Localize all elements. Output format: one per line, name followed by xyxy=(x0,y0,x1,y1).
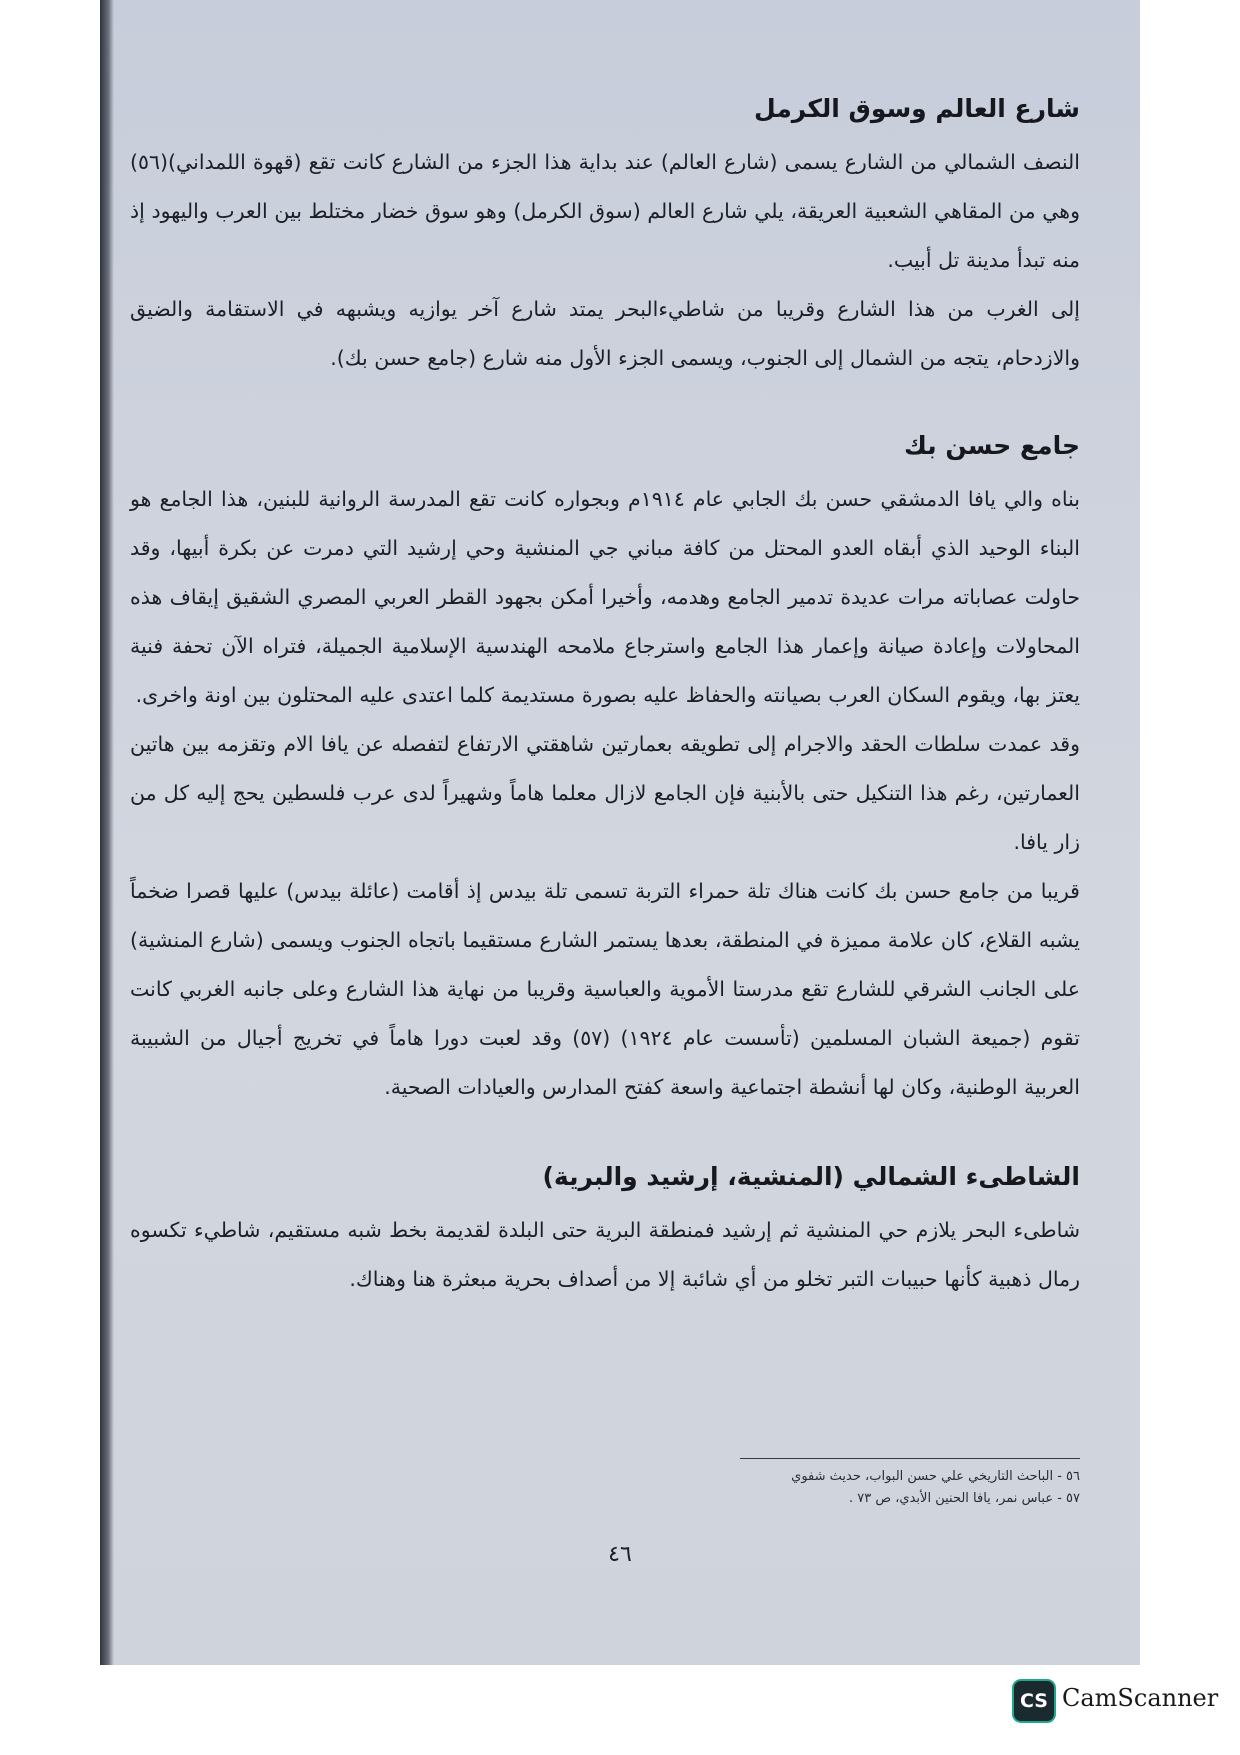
section-hassan-bek-mosque xyxy=(130,427,1080,1112)
page-number: ٤٦ xyxy=(608,1542,632,1567)
camscanner-watermark: CamScanner xyxy=(1062,1684,1219,1712)
paragraph: إلى الغرب من هذا الشارع وقريبا من شاطيءالبحر يمتد شارع آخر يوازيه ويشبهه في الاستقامة والضيق والازدحام، يتجه من الشمال إلى الجنوب، ويسمى الجزء الأول منه شارع (جامع حسن بك). xyxy=(130,297,1080,370)
paragraph: بناه والي يافا الدمشقي حسن بك الجابي عام ١٩١٤م وبجواره كانت تقع المدرسة الروانية للبنين، هذا الجامع هو البناء الوحيد الذي أبقاه العدو المحتل من كافة مباني جي المنشية وحي إرشيد التي دمرت عن بكرة أبيها، وقد حاولت عصاباته مرات عديدة تدمير الجامع وهدمه، وأخيرا أمكن بجهود القطر العربي المصري الشقيق إيقاف هذه المحاولات وإعادة صيانة وإعمار هذا الجامع واسترجاع ملامحه الهندسية الإسلامية الجميلة، فتراه الآن تحفة فنية يعتز بها، ويقوم السكان العرب بصيانته والحفاظ عليه بصورة مستديمة كلما اعتدى عليه المحتلون بين اونة واخرى. xyxy=(130,487,1081,707)
section-heading: جامع حسن بك xyxy=(904,431,1080,460)
paragraph: شاطىء البحر يلازم حي المنشية ثم إرشيد فمنطقة البرية حتى البلدة لقديمة بخط شبه مستقيم، شاطيء تكسوه رمال ذهبية كأنها حبيبات التبر تخلو من أي شائبة إلا من أصداف بحرية مبعثرة هنا وهناك. xyxy=(130,1218,1080,1291)
section-alam-street xyxy=(130,90,1080,383)
section-heading: الشاطىء الشمالي (المنشية، إرشيد والبرية) xyxy=(542,1162,1080,1191)
page-edge-shadow xyxy=(100,0,114,1665)
page-body xyxy=(130,90,1080,1304)
footnote-56: ٥٦ - الباحث التاريخي علي حسن البواب، حديث شفوي xyxy=(791,1469,1080,1484)
footnote-divider xyxy=(740,1458,1080,1459)
camscanner-logo-icon: CS xyxy=(1012,1679,1056,1723)
section-northern-beach xyxy=(130,1158,1080,1304)
footnotes xyxy=(660,1466,1080,1510)
section-heading: شارع العالم وسوق الكرمل xyxy=(754,94,1080,123)
paragraph: قريبا من جامع حسن بك كانت هناك تلة حمراء التربة تسمى تلة بيدس إذ أقامت (عائلة بيدس) عليها قصرا ضخماً يشبه القلاع، كان علامة مميزة في المنطقة، بعدها يستمر الشارع مستقيما باتجاه الجنوب ويسمى (شارع المنشية) على الجانب الشرقي للشارع تقع مدرستا الأموية والعباسية وقريبا من نهاية هذا الشارع وعلى جانبه الغربي كانت تقوم (جميعة الشبان المسلمين (تأسست عام ١٩٢٤) (٥٧) وقد لعبت دورا هاماً في تخريج أجيال من الشبيبة العربية الوطنية، وكان لها أنشطة اجتماعية واسعة كفتح المدارس والعيادات الصحية. xyxy=(130,879,1080,1099)
footnote-57: ٥٧ - عباس نمر، يافا الحنين الأبدي، ص ٧٣ . xyxy=(849,1491,1080,1506)
scanned-page xyxy=(100,0,1140,1665)
paragraph: النصف الشمالي من الشارع يسمى (شارع العالم) عند بداية هذا الجزء من الشارع كانت تقع (قهوة اللمداني)(٥٦) وهي من المقاهي الشعبية العريقة، يلي شارع العالم (سوق الكرمل) وهو سوق خضار مختلط بين العرب واليهود إذ منه تبدأ مدينة تل أبيب. xyxy=(130,150,1080,272)
paragraph: وقد عمدت سلطات الحقد والاجرام إلى تطويقه بعمارتين شاهقتي الارتفاع لتفصله عن يافا الام وتقزمه بين هاتين العمارتين، رغم هذا التنكيل حتى بالأبنية فإن الجامع لازال معلما هاماً وشهيراً لدى عرب فلسطين يحج إليه كل من زار يافا. xyxy=(130,732,1080,854)
